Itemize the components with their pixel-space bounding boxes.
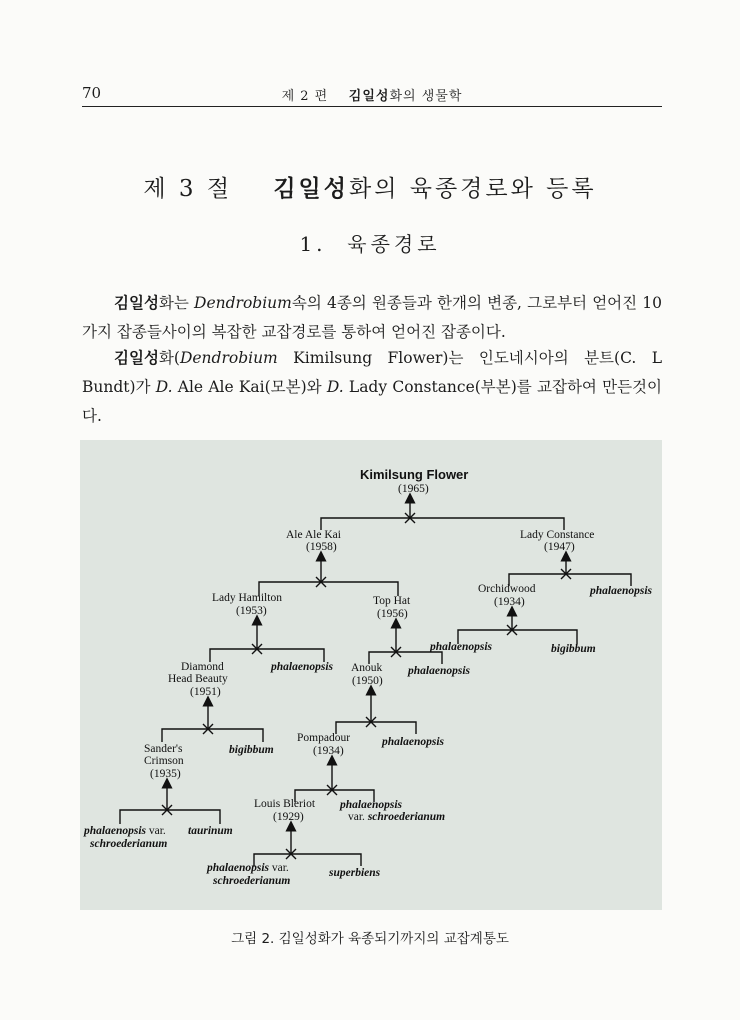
top-hat-year: (1956) <box>377 608 408 620</box>
subsection-text: 육종경로 <box>347 232 441 256</box>
p1-italic: Dendrobium <box>194 294 292 312</box>
figure-caption: 그림 2. 김일성화가 육종되기까지의 교잡계통도 <box>231 931 509 947</box>
pompadour-name: Pompadour <box>297 732 351 744</box>
lady-hamilton-year: (1953) <box>236 605 267 617</box>
sanders-parent-taurinum: taurinum <box>188 825 233 837</box>
root-name: Kimilsung Flower <box>360 467 469 482</box>
paragraph-1 <box>82 288 662 347</box>
pompadour-parent-var: var. schroederianum <box>348 811 446 823</box>
orchidwood-year: (1934) <box>494 596 525 608</box>
section-label: 제 3 절 <box>143 176 233 202</box>
p1-text-2: 속의 4종의 원종들과 한개의 변종, 그로부터 얻어진 10가지 잡종들사이의 복잡한 교잡경로를 통하여 얻어진 잡종이다. <box>82 294 663 341</box>
sanders-parent-phalaenopsis-var: phalaenopsis var. <box>84 825 166 837</box>
breeding-diagram-svg <box>80 440 662 910</box>
section-title-rest: 화의 육종경로와 등록 <box>349 176 597 202</box>
p2-italic-2: D. <box>155 378 173 396</box>
p2-italic-1: Dendrobium <box>179 349 278 367</box>
section-title <box>0 170 740 203</box>
anouk-year: (1950) <box>352 675 383 687</box>
top-hat-name: Top Hat <box>373 595 411 607</box>
diamond-head-parent-bigibbum: bigibbum <box>229 744 274 756</box>
lady-constance-name: Lady Constance <box>520 529 595 541</box>
lady-constance-parent-phalaenopsis: phalaenopsis <box>590 585 652 597</box>
sanders-parent-schroederianum: schroederianum <box>90 838 168 850</box>
running-head-part: 제 2 편 <box>281 89 329 104</box>
pompadour-year: (1934) <box>313 745 344 757</box>
page-number: 70 <box>82 84 102 102</box>
lady-hamilton-name: Lady Hamilton <box>212 592 282 604</box>
p2-bold: 김일성 <box>114 348 159 367</box>
diamond-head-cross-bar <box>162 729 263 742</box>
diamond-head-line1: Diamond <box>181 661 224 673</box>
top-hat-parent-phalaenopsis: phalaenopsis <box>408 665 470 677</box>
p2-text-2: Kimilsung Flower)는 인도네시아의 분트(C. L Bundt)가 <box>82 349 662 396</box>
p2-text-1: 화( <box>158 349 180 367</box>
section-title-bold: 김일성 <box>273 175 349 202</box>
p1-text-1: 화는 <box>158 294 195 312</box>
breeding-diagram <box>80 440 662 910</box>
p1-bold: 김일성 <box>114 293 159 312</box>
running-head-bold: 김일성 <box>348 89 390 104</box>
sanders-year: (1935) <box>150 768 181 780</box>
lady-hamilton-parent-phalaenopsis: phalaenopsis <box>271 661 333 673</box>
diamond-head-line2: Head Beauty <box>168 673 228 685</box>
louis-bleriot-parent-phalaenopsis-var: phalaenopsis var. <box>207 862 289 874</box>
sanders-line1: Sander's <box>144 743 183 755</box>
page-header <box>82 84 662 107</box>
p2-text-3: Ale Ale Kai(모본)와 <box>172 378 327 396</box>
louis-bleriot-year: (1929) <box>273 811 304 823</box>
subsection-number: 1. <box>299 232 327 256</box>
subsection-title <box>0 228 740 257</box>
orchidwood-parent-bigibbum: bigibbum <box>551 643 596 655</box>
sanders-line2: Crimson <box>144 755 184 767</box>
running-head <box>82 85 662 104</box>
p2-italic-3: D. <box>326 378 344 396</box>
root-year: (1965) <box>398 483 429 495</box>
louis-bleriot-parent-superbiens: superbiens <box>329 867 381 879</box>
ale-ale-kai-name: Ale Ale Kai <box>286 529 341 541</box>
louis-bleriot-name: Louis Bleriot <box>254 798 316 810</box>
anouk-parent-phalaenopsis: phalaenopsis <box>382 736 444 748</box>
louis-bleriot-parent-schroederianum: schroederianum <box>213 875 291 887</box>
orchidwood-name: Orchidwood <box>478 583 536 595</box>
pompadour-parent-phalaenopsis: phalaenopsis <box>340 799 402 811</box>
ale-ale-kai-year: (1958) <box>306 541 337 553</box>
diamond-head-year: (1951) <box>190 686 221 698</box>
orchidwood-parent-phalaenopsis: phalaenopsis <box>430 641 492 653</box>
anouk-name: Anouk <box>351 662 383 674</box>
p2-text-4: Lady Constance(부본)를 교잡하여 만든것이다. <box>82 378 662 425</box>
paragraph-2 <box>82 343 662 431</box>
lady-constance-year: (1947) <box>544 541 575 553</box>
running-head-rest: 화의 생물학 <box>389 89 463 104</box>
